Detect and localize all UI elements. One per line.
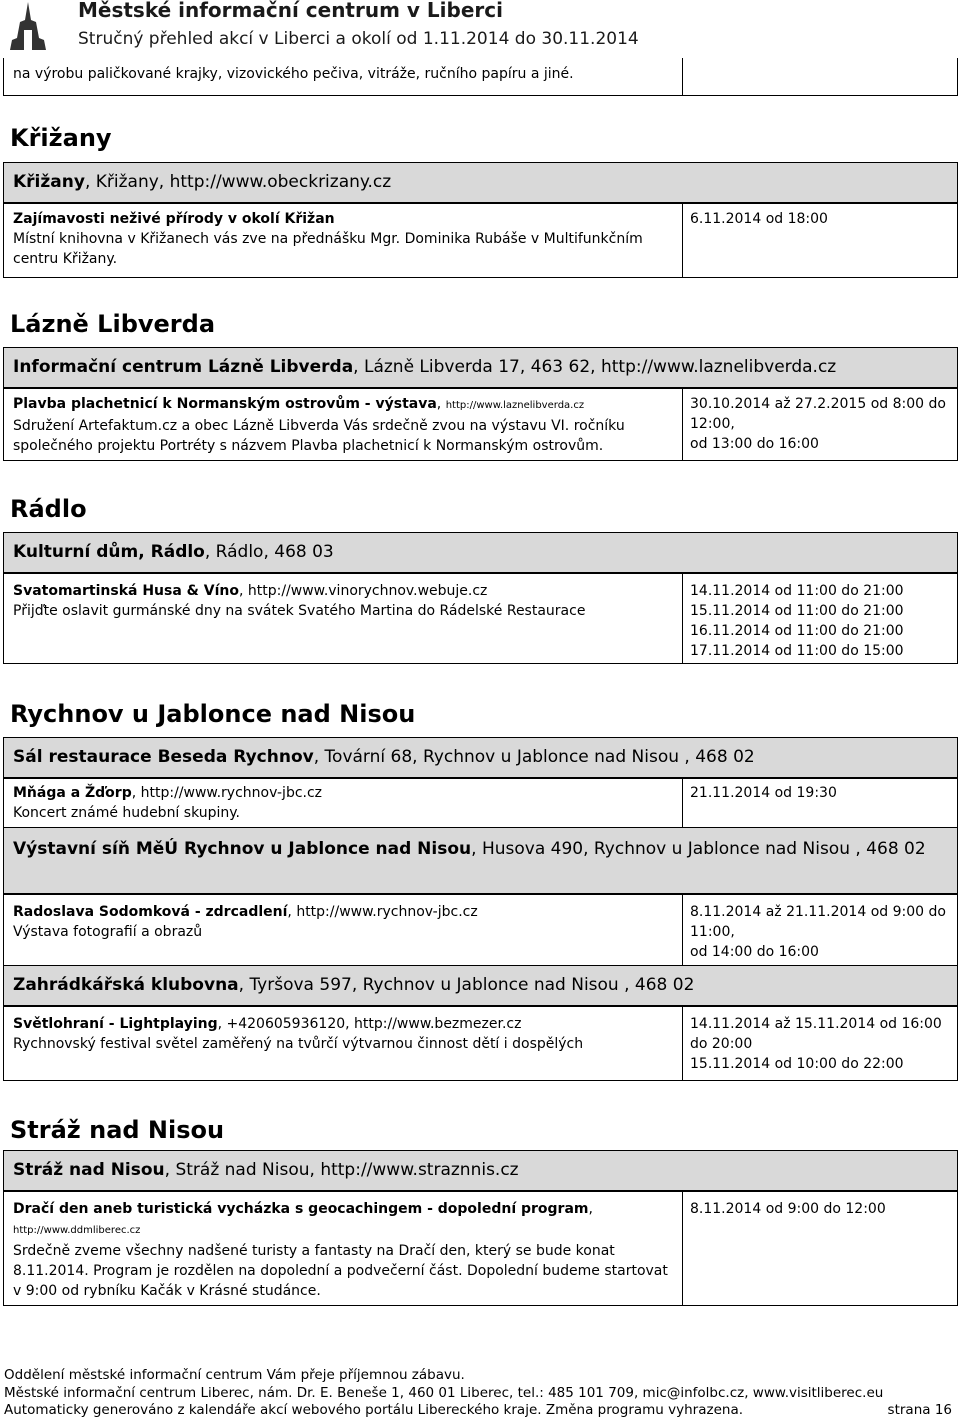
venue-details: , Tyršova 597, Rychnov u Jablonce nad Nisou , 468 02 [238, 975, 695, 995]
top-fragment-text: na výrobu paličkované krajky, vizovického pečiva, vitráže, ručního papíru a jiné. [13, 66, 574, 82]
footer-line-1: Oddělení městské informační centrum Vám přeje příjemnou zábavu. [4, 1367, 465, 1383]
section-heading-rychnov: Rychnov u Jablonce nad Nisou [10, 700, 416, 728]
header-subtitle: Stručný přehled akcí v Liberci a okolí od 1.11.2014 do 30.11.2014 [78, 29, 639, 49]
footer-line-2: Městské informační centrum Liberec, nám. Dr. E. Beneše 1, 460 01 Liberec, tel.: 485 101 709, mic@infolbc.cz, www.visitliberec.eu [4, 1385, 884, 1401]
footer-line-3: Automaticky generováno z kalendáře akcí webového portálu Libereckého kraje. Změna programu vyhrazena. [4, 1402, 744, 1418]
logo [6, 0, 50, 52]
event-rychnov-2 [3, 893, 958, 967]
event-link[interactable]: , +420605936120, http://www.bezmezer.cz [217, 1016, 522, 1032]
event-title: Radoslava Sodomková - zdrcadlení [13, 904, 288, 920]
venue-name: Sál restaurace Beseda Rychnov [13, 747, 314, 767]
venue-libverda [3, 347, 958, 389]
event-link[interactable]: , http://www.rychnov-jbc.cz [287, 904, 478, 920]
venue-name: Výstavní síň MěÚ Rychnov u Jablonce nad Nisou [13, 839, 472, 859]
event-rychnov-3 [3, 1005, 958, 1081]
event-title-comma: , [588, 1201, 593, 1217]
event-libverda: Plavba plachetnicí k Normanským ostrovům - výstava, http://www.laznelibverda.cz Sdružení Artefaktum.cz a obec Lázně Libverda Vás srdečně zvou na výstavu VI. ročníku společného projektu Portréty s názvem Plavba plachetnicí k Normanským ostrovům. 30.10.2014 až 27.2.2015 od 8:00 do 12:00, od 13:00 do 16:00 [3, 387, 958, 461]
event-straz [3, 1190, 958, 1306]
event-description: Koncert známé hudební skupiny. [13, 805, 241, 821]
venue-name: Informační centrum Lázně Libverda [13, 357, 354, 377]
venue-krizany [3, 162, 958, 204]
event-radlo [3, 572, 958, 664]
event-title: Mňága a Žďorp [13, 785, 132, 801]
event-rychnov-1 [3, 777, 958, 829]
section-heading-straz: Stráž nad Nisou [10, 1116, 225, 1144]
event-description: Místní knihovna v Křižanech vás zve na přednášku Mgr. Dominika Rubáše v Multifunkčním centru Křižany. [13, 231, 643, 267]
venue-details: , Tovární 68, Rychnov u Jablonce nad Nisou , 468 02 [313, 747, 755, 767]
page-number: strana 16 [887, 1402, 952, 1418]
section-heading-radlo: Rádlo [10, 495, 87, 523]
venue-name: Zahrádkářská klubovna [13, 975, 239, 995]
event-description: Srdečně zveme všechny nadšené turisty a fantasty na Dračí den, který se bude konat 8.11.2014. Program je rozdělen na dopolední a podvečerní část. Dopolední budeme startovat v 9:00 od rybníku Kačák v Krásné studánce. [13, 1243, 668, 1299]
event-link[interactable]: http://www.laznelibverda.cz [445, 400, 585, 411]
event-date-2: od 13:00 do 16:00 [690, 436, 819, 452]
event-link[interactable]: , http://www.rychnov-jbc.cz [131, 785, 323, 801]
venue-rychnov-2 [3, 827, 958, 895]
venue-rychnov-3 [3, 965, 958, 1007]
event-date-1: 30.10.2014 až 27.2.2015 od 8:00 do 12:00, [690, 396, 946, 432]
section-heading-krizany: Křižany [10, 124, 112, 152]
event-date-3: 16.11.2014 od 11:00 do 21:00 [690, 623, 904, 639]
event-description: Výstava fotografií a obrazů [13, 924, 203, 940]
header-title: Městské informační centrum v Liberci [78, 0, 503, 22]
event-date: 21.11.2014 od 19:30 [690, 785, 837, 801]
venue-rychnov-1 [3, 737, 958, 779]
event-date-1: 8.11.2014 až 21.11.2014 od 9:00 do 11:00, [690, 904, 946, 940]
event-date-2: 15.11.2014 od 10:00 do 22:00 [690, 1056, 904, 1072]
venue-details: , Husova 490, Rychnov u Jablonce nad Nisou , 468 02 [471, 839, 926, 859]
venue-straz [3, 1150, 958, 1192]
event-date-1: 14.11.2014 až 15.11.2014 od 16:00 do 20:00 [690, 1016, 942, 1052]
event-title: Dračí den aneb turistická vycházka s geocachingem - dopolední program [13, 1201, 589, 1217]
top-fragment-box [3, 58, 958, 96]
event-date-2: 15.11.2014 od 11:00 do 21:00 [690, 603, 904, 619]
column-divider [682, 58, 683, 95]
event-description: Přijďte oslavit gurmánské dny na svátek Svatého Martina do Rádelské Restaurace [13, 603, 586, 619]
event-date-1: 14.11.2014 od 11:00 do 21:00 [690, 583, 904, 599]
section-heading-libverda: Lázně Libverda [10, 310, 216, 338]
event-date: 6.11.2014 od 18:00 [690, 211, 828, 227]
venue-name: Křižany [13, 172, 85, 192]
event-title: Svatomartinská Husa & Víno [13, 583, 239, 599]
venue-details: , Křižany, http://www.obeckrizany.cz [84, 172, 392, 192]
event-description: Sdružení Artefaktum.cz a obec Lázně Libverda Vás srdečně zvou na výstavu VI. ročníku společného projektu Portréty s názvem Plavba plachetnicí k Normanským ostrovům. [13, 418, 625, 454]
event-title: Zajímavosti neživé přírody v okolí Křižan [13, 211, 335, 227]
event-description: Rychnovský festival světel zaměřený na tvůrčí výtvarnou činnost dětí i dospělých [13, 1036, 584, 1052]
event-link[interactable]: http://www.ddmliberec.cz [13, 1225, 141, 1236]
event-date-4: 17.11.2014 od 11:00 do 15:00 [690, 643, 904, 659]
event-date-2: od 14:00 do 16:00 [690, 944, 819, 960]
event-title: Světlohraní - Lightplaying [13, 1016, 218, 1032]
venue-details: , Stráž nad Nisou, http://www.straznnis.cz [164, 1160, 519, 1180]
event-link[interactable]: , http://www.vinorychnov.webuje.cz [238, 583, 488, 599]
venue-details: , Lázně Libverda 17, 463 62, http://www.laznelibverda.cz [353, 357, 837, 377]
event-title: Plavba plachetnicí k Normanským ostrovům - výstava [13, 396, 437, 412]
event-krizany [3, 202, 958, 278]
event-date: 8.11.2014 od 9:00 do 12:00 [690, 1201, 886, 1217]
venue-details: , Rádlo, 468 03 [204, 542, 334, 562]
venue-name: Kulturní dům, Rádlo [13, 542, 205, 562]
venue-radlo [3, 532, 958, 574]
venue-name: Stráž nad Nisou [13, 1160, 165, 1180]
